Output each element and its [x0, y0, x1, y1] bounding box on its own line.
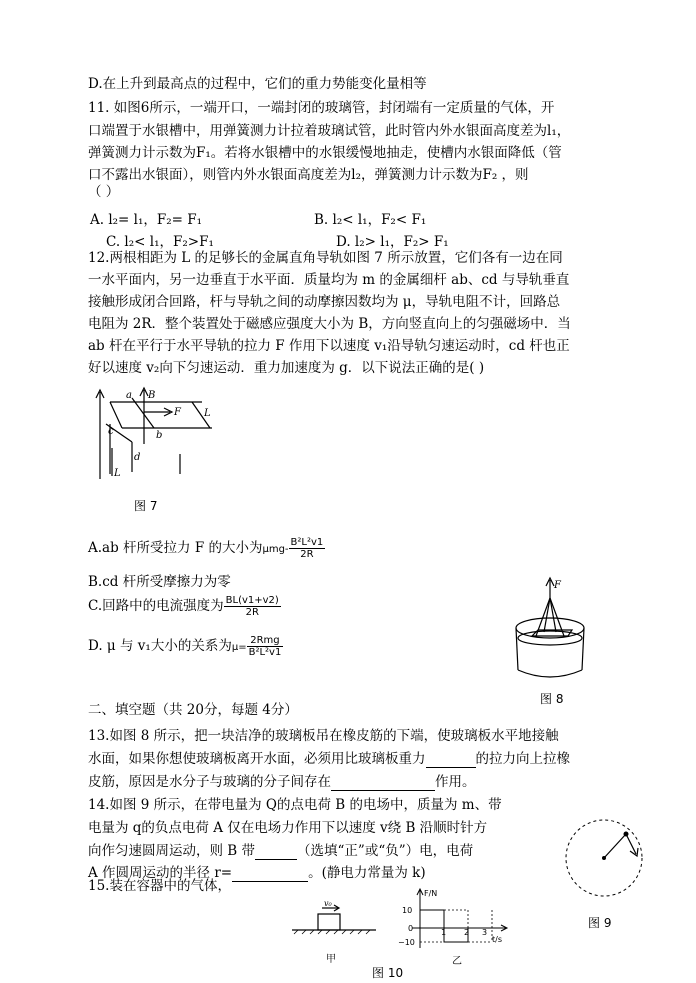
- q14-line-3: [88, 845, 473, 860]
- section-2-heading: 二、填空题（共 20分，每题 4分）: [88, 702, 298, 718]
- fig7-label-a: a: [126, 390, 132, 401]
- fig10-tick-x3: 3: [482, 928, 488, 937]
- figure-9-diagram: [562, 816, 648, 902]
- q12-line-3: 接触形成闭合回路，杆与导轨之间的动摩擦因数均为 μ，导轨电阻不计，回路总: [88, 294, 561, 310]
- q14-line-4-text-b: 。(静电力常量为 k): [308, 865, 426, 881]
- q11-option-d: D. l₂> l₁，F₂> F₁: [336, 234, 449, 250]
- figure-10-caption: 图 10: [372, 966, 404, 980]
- q12-option-c-numerator: BL(v1+v2): [225, 595, 279, 606]
- q13-line-1: 13.如图 8 所示，把一块洁净的玻璃板吊在橡皮筋的下端，使玻璃板水平地接触: [88, 728, 559, 744]
- q11-answer-paren: （ ）: [88, 184, 120, 200]
- q14-line-2: 电量为 q的负点电荷 A 仅在电场力作用下以速度 v绕 B 沿顺时针方: [88, 820, 488, 836]
- q12-line-2: 一水平面内，另一边垂直于水平面．质量均为 m 的金属细杆 ab、cd 与导轨垂直: [88, 272, 570, 288]
- q12-option-d-prefix: μ=: [231, 642, 247, 653]
- q11-line-4: 口不露出水银面），则管内外水银面高度差为l₂，弹簧测力计示数为F₂ ，则: [88, 167, 529, 183]
- q13-line-2: [88, 753, 570, 768]
- q13-blank-1[interactable]: [426, 753, 476, 768]
- figure-7-diagram: [92, 384, 222, 484]
- q14-blank-2[interactable]: [232, 867, 308, 882]
- q12-option-d-text: D. μ 与 v₁大小的关系为: [88, 638, 232, 654]
- q12-option-a-text: A.ab 杆所受拉力 F 的大小为: [88, 540, 263, 556]
- fig10-axis-x-label: t/s: [492, 935, 502, 944]
- fig7-label-f: F: [174, 407, 181, 418]
- q12-option-c-text: C.回路中的电流强度为: [88, 598, 224, 614]
- figure-7-caption: 图 7: [134, 499, 158, 513]
- q12-option-d-numerator: 2Rmg: [247, 635, 284, 647]
- fig10-tick-y0: 0: [408, 924, 414, 933]
- figure-8-caption: 图 8: [540, 692, 564, 706]
- fig10-tick-x2: 2: [464, 928, 470, 937]
- q12-line-6: 好以速度 v₂向下匀速运动．重力加速度为 g．以下说法正确的是( ): [88, 360, 485, 376]
- fig10-axis-y-label: F/N: [424, 889, 438, 898]
- q11-line-1: 11. 如图6所示，一端开口，一端封闭的玻璃管，封闭端有一定质量的气体，开: [88, 100, 555, 116]
- q12-option-d-denominator: B²L²v1: [248, 647, 282, 658]
- figure-8-diagram: [510, 576, 592, 684]
- figure-10-yi-label: 乙: [452, 956, 462, 967]
- fig7-label-b: b: [156, 430, 163, 441]
- q10-option-d: D.在上升到最高点的过程中，它们的重力势能变化量相等: [88, 76, 427, 92]
- fig7-label-b-field: B: [148, 390, 156, 401]
- fig7-label-l-left: L: [114, 468, 121, 479]
- q13-line-3-text-a: 皮筋，原因是水分子与玻璃的分子间存在: [88, 774, 331, 790]
- q11-line-3: 弹簧测力计示数为F₁。若将水银槽中的水银缓慢地抽走，使槽内水银面降低（管: [88, 145, 562, 161]
- fig7-label-l-right: L: [204, 408, 211, 419]
- q12-option-a-fraction: [289, 537, 326, 560]
- q12-option-c-denominator: 2R: [245, 607, 259, 618]
- q12-line-4: 电阻为 2R．整个装置处于磁感应强度大小为 B，方向竖直向上的匀强磁场中．当: [88, 316, 571, 332]
- q14-line-4-text-a: A 作圆周运动的半径 r=: [88, 865, 233, 881]
- q13-line-3: [88, 776, 476, 791]
- q12-option-b: B.cd 杆所受摩擦力为零: [88, 574, 231, 590]
- q14-blank-1[interactable]: [255, 845, 297, 860]
- q13-line-2-text-b: 的拉力向上拉橡: [475, 751, 570, 767]
- fig10-label-v0: v₀: [324, 899, 332, 908]
- fig7-label-d: d: [134, 452, 141, 463]
- q12-option-a-denominator: 2R: [300, 549, 314, 560]
- q12-option-a-numerator: B²L²v1: [290, 537, 324, 548]
- q13-line-2-text-a: 水面，如果你想使玻璃板离开水面，必须用比玻璃板重力: [88, 751, 426, 767]
- figure-10-jia-label: 甲: [326, 954, 336, 965]
- q12-option-a: [88, 536, 325, 560]
- q14-line-3-text-b: （选填“正”或“负”）电，电荷: [297, 843, 474, 859]
- q12-option-a-prefix: μmg-: [262, 544, 289, 555]
- fig8-label-f: F: [554, 580, 561, 591]
- q13-blank-2[interactable]: [331, 776, 435, 791]
- q12-option-c: [88, 594, 281, 618]
- q12-line-1: 12.两根相距为 L 的足够长的金属直角导轨如图 7 所示放置，它们各有一边在同: [88, 250, 563, 266]
- q11-option-b: B. l₂< l₁，F₂< F₁: [314, 212, 427, 228]
- q11-option-c: C. l₂< l₁，F₂>F₁: [106, 234, 214, 250]
- fig7-label-c: c: [108, 426, 114, 437]
- q12-option-d-fraction: [247, 635, 284, 658]
- figure-10-jia-diagram: [290, 898, 380, 944]
- q11-line-2: 口端置于水银槽中，用弹簧测力计拉着玻璃试管，此时管内外水银面高度差为l₁，: [88, 123, 571, 139]
- q12-line-5: ab 杆在平行于水平导轨的拉力 F 作用下以速度 v₁沿导轨匀速运动时，cd 杆也正: [88, 338, 570, 354]
- q13-line-3-text-b: 作用。: [435, 774, 476, 790]
- figure-9-caption: 图 9: [588, 916, 612, 930]
- q14-line-3-text-a: 向作匀速圆周运动，则 B 带: [88, 843, 256, 859]
- q11-option-a: A. l₂= l₁，F₂= F₁: [90, 212, 203, 228]
- q12-option-c-fraction: [224, 595, 281, 618]
- fig10-tick-y10: 10: [402, 906, 413, 915]
- fig10-tick-x1: 1: [441, 928, 447, 937]
- q14-line-1: 14.如图 9 所示，在带电量为 Q的点电荷 B 的电场中，质量为 m、带: [88, 797, 502, 813]
- figure-10-yi-graph: [396, 886, 516, 952]
- fig10-tick-yneg10: −10: [398, 938, 415, 947]
- q12-option-d: [88, 634, 283, 658]
- q15-line-1: 15.装在容器中的气体，: [88, 878, 231, 894]
